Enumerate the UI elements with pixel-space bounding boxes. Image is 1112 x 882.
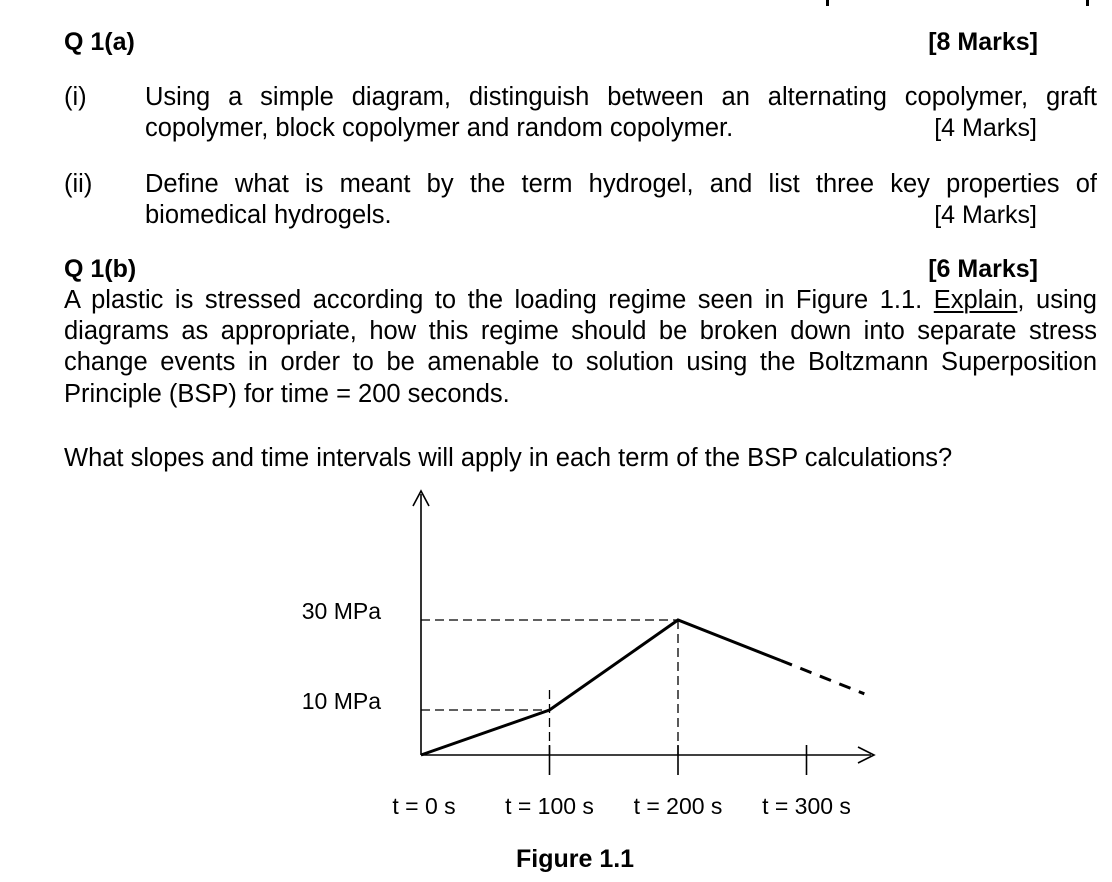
part-label-ii: (ii)	[64, 170, 93, 198]
x-axis-arrowhead	[858, 747, 874, 763]
part-i-text-line2: copolymer, block copolymer and random copolymer.	[145, 114, 734, 142]
explain-keyword: Explain	[933, 286, 1018, 314]
part-ii-text-line2: biomedical hydrogels.	[145, 201, 392, 229]
figure-caption: Figure 1.1	[516, 845, 635, 873]
q1b-question: What slopes and time intervals will apply in each term of the BSP calculations?	[64, 444, 953, 472]
question-1b-title: Q 1(b)	[64, 255, 137, 283]
q1b-paragraph-line1	[64, 286, 1097, 315]
part-ii-marks: [4 Marks]	[934, 201, 1037, 229]
part-i-text-line1: Using a simple diagram, distinguish between an alternating copolymer, graft	[145, 83, 1097, 111]
q1b-line1-end: , using	[1017, 286, 1097, 314]
q1b-line1-text: A plastic is stressed according to the loading regime seen in Figure 1.1.	[64, 286, 923, 314]
x-tick-label-100: t = 100 s	[505, 793, 594, 819]
y-tick-label-10: 10 MPa	[301, 688, 381, 714]
series-line-continuation	[781, 661, 865, 694]
x-tick-label-300: t = 300 s	[762, 793, 851, 819]
part-label-i: (i)	[64, 83, 87, 111]
page-edge-mark	[826, 0, 829, 6]
question-1a-marks: [8 Marks]	[928, 28, 1038, 56]
part-i-marks: [4 Marks]	[934, 114, 1037, 142]
question-1b-marks: [6 Marks]	[928, 255, 1038, 283]
x-tick-label-200: t = 200 s	[633, 793, 723, 819]
q1b-paragraph-line2: diagrams as appropriate, how this regime should be broken down into separate stress	[64, 317, 1097, 345]
y-axis-arrowhead	[413, 491, 429, 506]
question-1a-title: Q 1(a)	[64, 28, 135, 56]
page-edge-mark	[1086, 0, 1089, 6]
part-ii-text-line1: Define what is meant by the term hydrogel, and list three key properties of	[145, 170, 1097, 198]
x-tick-label-0: t = 0 s	[392, 793, 456, 819]
q1b-paragraph-line3: change events in order to be amenable to solution using the Boltzmann Superposition	[64, 348, 1097, 376]
q1b-paragraph-line4: Principle (BSP) for time = 200 seconds.	[64, 380, 510, 408]
series-line-loading	[421, 620, 781, 755]
y-tick-label-30: 30 MPa	[301, 598, 381, 624]
